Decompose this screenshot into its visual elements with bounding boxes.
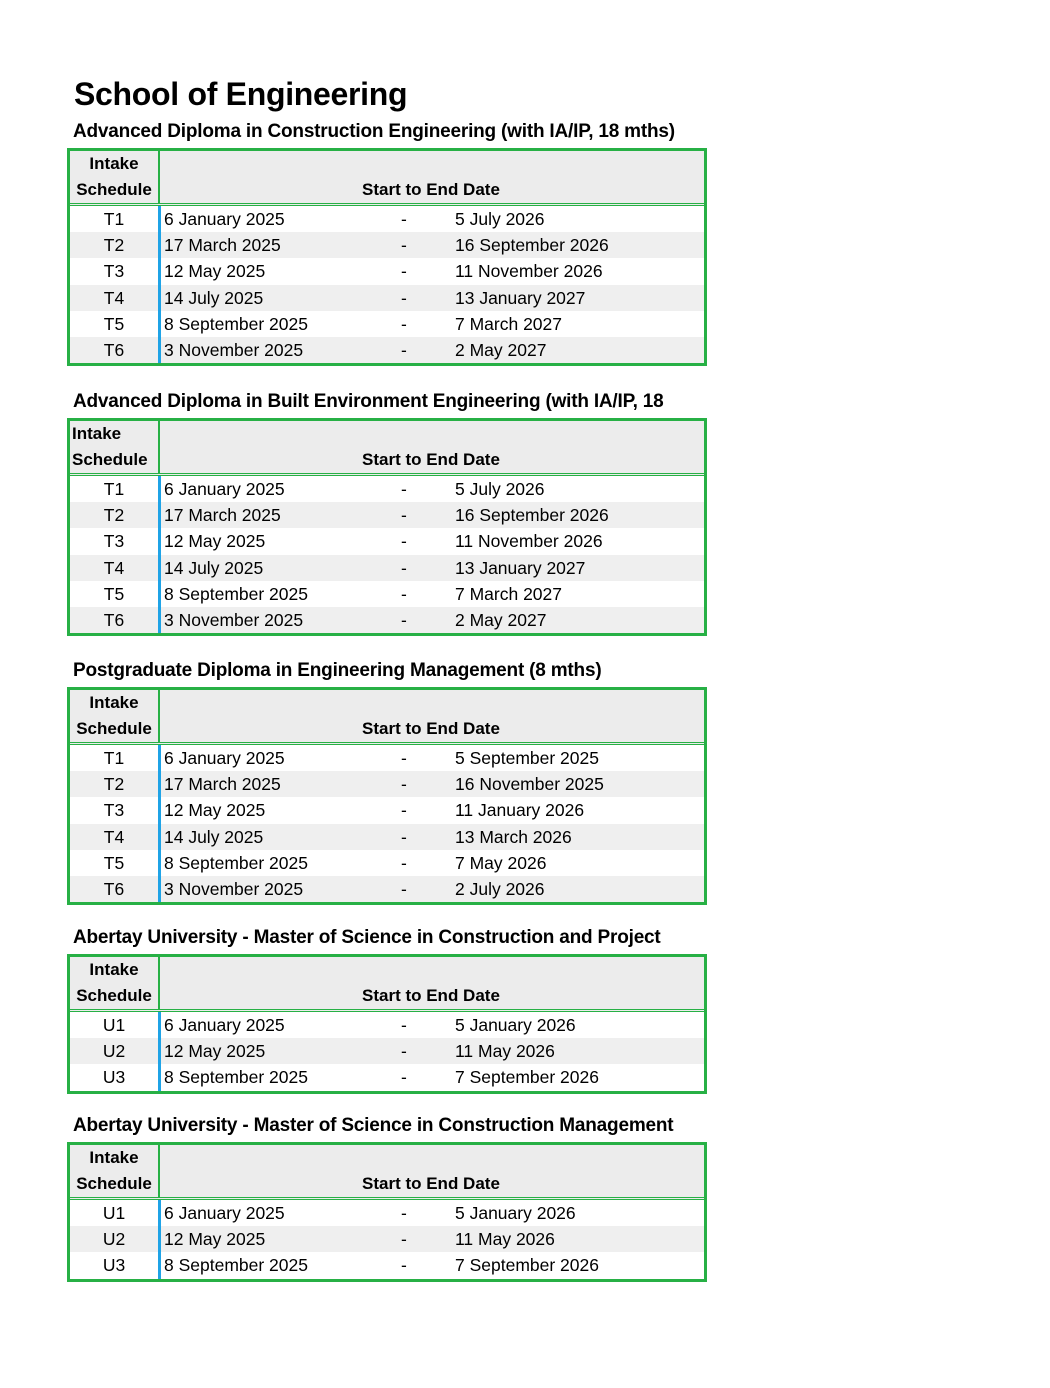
end-date: 2 May 2027 — [455, 609, 547, 630]
start-date: 17 March 2025 — [164, 235, 281, 256]
intake-header-line2: Schedule — [76, 719, 152, 738]
start-date: 6 January 2025 — [164, 748, 285, 768]
intake-header-line1: Intake — [89, 154, 139, 173]
intake-header-line1: Intake — [89, 1148, 139, 1167]
start-date: 6 January 2025 — [164, 209, 285, 229]
intake-schedule-header — [70, 690, 158, 742]
date-separator: - — [401, 313, 407, 334]
start-date: 14 July 2025 — [164, 557, 264, 578]
date-separator: - — [401, 557, 407, 578]
date-separator: - — [401, 505, 407, 526]
date-separator: - — [401, 1015, 407, 1035]
date-separator: - — [401, 852, 407, 873]
end-date: 5 July 2026 — [455, 209, 545, 229]
intake-schedule-header — [70, 151, 158, 203]
start-date: 8 September 2025 — [164, 1067, 308, 1088]
table-row — [70, 285, 704, 311]
date-separator: - — [401, 1203, 407, 1223]
date-separator: - — [401, 531, 407, 552]
date-separator: - — [401, 774, 407, 795]
start-date: 6 January 2025 — [164, 1015, 285, 1035]
end-date: 11 May 2026 — [455, 1229, 555, 1250]
intake-code: T4 — [103, 826, 125, 847]
table-row — [70, 311, 704, 337]
start-date: 12 May 2025 — [164, 1229, 266, 1250]
intake-table — [67, 148, 707, 366]
intake-code: U1 — [102, 1203, 126, 1223]
end-date: 16 September 2026 — [455, 505, 609, 526]
date-range-header: Start to End Date — [362, 450, 500, 469]
start-date: 8 September 2025 — [164, 583, 308, 604]
intake-header-line1: Intake — [89, 693, 139, 712]
page-title: School of Engineering — [74, 76, 408, 112]
table-row — [70, 206, 704, 232]
date-separator: - — [401, 800, 407, 821]
end-date: 7 September 2026 — [455, 1255, 599, 1276]
date-separator: - — [401, 479, 407, 499]
date-range-header: Start to End Date — [362, 180, 500, 199]
intake-header-line1: Intake — [72, 424, 122, 443]
end-date: 5 September 2025 — [455, 748, 599, 768]
intake-code: T2 — [103, 774, 125, 795]
intake-code: U1 — [102, 1015, 126, 1035]
end-date: 7 March 2027 — [455, 583, 563, 604]
intake-header-line1: Intake — [89, 960, 139, 979]
intake-code: T4 — [103, 557, 125, 578]
table-row — [70, 607, 704, 633]
date-separator: - — [401, 748, 407, 768]
intake-header-line2: Schedule — [76, 180, 152, 199]
table-row — [70, 1226, 704, 1252]
date-separator: - — [401, 1067, 407, 1088]
date-separator: - — [401, 878, 407, 899]
intake-schedule-header — [70, 957, 158, 1009]
intake-code: T2 — [103, 235, 125, 256]
table-row — [70, 476, 704, 502]
date-separator: - — [401, 1041, 407, 1062]
end-date: 11 May 2026 — [455, 1041, 555, 1062]
end-date: 16 September 2026 — [455, 235, 609, 256]
start-date: 6 January 2025 — [164, 479, 285, 499]
end-date: 11 January 2026 — [455, 800, 585, 821]
table-row — [70, 502, 704, 528]
intake-code: U2 — [102, 1041, 126, 1062]
intake-code: T3 — [103, 800, 125, 821]
end-date: 13 January 2027 — [455, 287, 586, 308]
start-date: 12 May 2025 — [164, 261, 266, 282]
intake-header-line2: Schedule — [76, 986, 152, 1005]
start-date: 14 July 2025 — [164, 287, 264, 308]
table-row — [70, 1200, 704, 1226]
intake-header-line2: Schedule — [72, 450, 148, 469]
table-row — [70, 824, 704, 850]
intake-code: T2 — [103, 505, 125, 526]
end-date: 2 July 2026 — [455, 878, 545, 899]
end-date: 7 September 2026 — [455, 1067, 599, 1088]
intake-code: U3 — [102, 1067, 126, 1088]
intake-code: T6 — [103, 339, 125, 360]
programme-title: Advanced Diploma in Construction Engineering (with IA/IP, 18 mths) — [73, 121, 675, 142]
end-date: 11 November 2026 — [455, 261, 603, 282]
end-date: 16 November 2025 — [455, 774, 604, 795]
table-row — [70, 771, 704, 797]
date-separator: - — [401, 209, 407, 229]
intake-schedule-header — [70, 421, 160, 473]
programme-title: Advanced Diploma in Built Environment Engineering (with IA/IP, 18 — [73, 391, 664, 412]
intake-code: T5 — [103, 583, 125, 604]
programme-title: Abertay University - Master of Science in Construction Management — [73, 1115, 674, 1136]
end-date: 2 May 2027 — [455, 339, 547, 360]
programme-title: Abertay University - Master of Science in Construction and Project — [73, 927, 661, 948]
start-date: 12 May 2025 — [164, 800, 266, 821]
start-date: 6 January 2025 — [164, 1203, 285, 1223]
table-row — [70, 1038, 704, 1064]
intake-code: U3 — [102, 1255, 126, 1276]
intake-schedule-header — [70, 1145, 158, 1197]
start-date: 17 March 2025 — [164, 505, 281, 526]
intake-code: T3 — [103, 531, 125, 552]
table-header — [70, 957, 704, 1012]
table-row — [70, 797, 704, 823]
table-header — [70, 151, 704, 206]
start-date: 8 September 2025 — [164, 852, 308, 873]
intake-code: T6 — [103, 878, 125, 899]
end-date: 13 March 2026 — [455, 826, 572, 847]
table-row — [70, 745, 704, 771]
intake-code: T5 — [103, 313, 125, 334]
intake-code: T5 — [103, 852, 125, 873]
start-date: 8 September 2025 — [164, 313, 308, 334]
programme-title: Postgraduate Diploma in Engineering Management (8 mths) — [73, 660, 602, 681]
table-row — [70, 1064, 704, 1090]
intake-code: U2 — [102, 1229, 126, 1250]
start-date: 14 July 2025 — [164, 826, 264, 847]
end-date: 5 July 2026 — [455, 479, 545, 499]
intake-header-line2: Schedule — [76, 1174, 152, 1193]
intake-table — [67, 418, 707, 636]
table-row — [70, 581, 704, 607]
date-separator: - — [401, 826, 407, 847]
intake-code: T3 — [103, 261, 125, 282]
intake-code: T1 — [103, 479, 125, 499]
table-header — [70, 421, 704, 476]
table-row — [70, 1012, 704, 1038]
date-separator: - — [401, 261, 407, 282]
table-row — [70, 1252, 704, 1278]
intake-table — [67, 954, 707, 1094]
table-row — [70, 555, 704, 581]
start-date: 17 March 2025 — [164, 774, 281, 795]
intake-code: T1 — [103, 209, 125, 229]
table-row — [70, 528, 704, 554]
date-separator: - — [401, 1255, 407, 1276]
intake-code: T1 — [103, 748, 125, 768]
end-date: 11 November 2026 — [455, 531, 603, 552]
table-row — [70, 850, 704, 876]
date-separator: - — [401, 1229, 407, 1250]
intake-code: T6 — [103, 609, 125, 630]
table-row — [70, 337, 704, 363]
table-row — [70, 232, 704, 258]
end-date: 5 January 2026 — [455, 1203, 576, 1223]
start-date: 12 May 2025 — [164, 1041, 266, 1062]
start-date: 3 November 2025 — [164, 339, 304, 360]
start-date: 8 September 2025 — [164, 1255, 308, 1276]
table-row — [70, 258, 704, 284]
table-header — [70, 690, 704, 745]
end-date: 7 March 2027 — [455, 313, 563, 334]
date-separator: - — [401, 609, 407, 630]
date-separator: - — [401, 339, 407, 360]
intake-table — [67, 1142, 707, 1282]
date-range-header: Start to End Date — [362, 986, 500, 1005]
intake-code: T4 — [103, 287, 125, 308]
date-separator: - — [401, 583, 407, 604]
end-date: 5 January 2026 — [455, 1015, 576, 1035]
end-date: 13 January 2027 — [455, 557, 586, 578]
start-date: 3 November 2025 — [164, 878, 304, 899]
intake-table — [67, 687, 707, 905]
table-header — [70, 1145, 704, 1200]
date-range-header: Start to End Date — [362, 1174, 500, 1193]
start-date: 3 November 2025 — [164, 609, 304, 630]
start-date: 12 May 2025 — [164, 531, 266, 552]
end-date: 7 May 2026 — [455, 852, 547, 873]
date-separator: - — [401, 287, 407, 308]
table-row — [70, 876, 704, 902]
date-separator: - — [401, 235, 407, 256]
date-range-header: Start to End Date — [362, 719, 500, 738]
